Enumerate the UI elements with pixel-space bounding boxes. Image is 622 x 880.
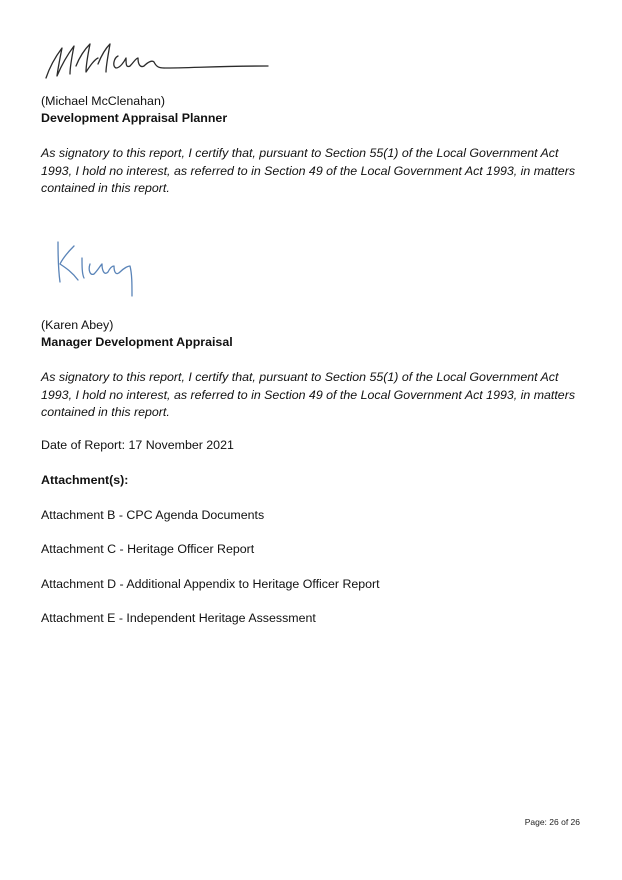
- signature-michael-mcclenahan: [40, 36, 280, 86]
- signatory2-name: (Karen Abey): [41, 318, 114, 332]
- page-number: Page: 26 of 26: [524, 817, 580, 827]
- signature-karen-abey: [52, 238, 152, 302]
- signatory2-certification: [41, 369, 586, 422]
- certification-line: contained in this report.: [41, 405, 170, 419]
- certification-line: As signatory to this report, I certify that, pursuant to Section 55(1) of the Local Government Act: [41, 370, 559, 384]
- certification-line: 1993, I hold no interest, as referred to in Section 49 of the Local Government Act 1993, in matters: [41, 387, 576, 402]
- signatory1-title: Development Appraisal Planner: [41, 111, 228, 125]
- attachment-item: Attachment B - CPC Agenda Documents: [41, 508, 265, 522]
- attachment-item: Attachment C - Heritage Officer Report: [41, 542, 255, 556]
- attachment-item: Attachment D - Additional Appendix to Heritage Officer Report: [41, 577, 380, 591]
- signatory1-certification: [41, 145, 586, 198]
- certification-line: As signatory to this report, I certify that, pursuant to Section 55(1) of the Local Government Act: [41, 146, 559, 160]
- signatory2-title: Manager Development Appraisal: [41, 335, 233, 349]
- attachment-item: Attachment E - Independent Heritage Assessment: [41, 611, 316, 625]
- signatory1-name: (Michael McClenahan): [41, 94, 165, 108]
- attachments-heading: Attachment(s):: [41, 473, 129, 487]
- certification-line: 1993, I hold no interest, as referred to in Section 49 of the Local Government Act 1993, in matters: [41, 163, 576, 178]
- certification-line: contained in this report.: [41, 181, 170, 195]
- report-date: Date of Report: 17 November 2021: [41, 438, 234, 452]
